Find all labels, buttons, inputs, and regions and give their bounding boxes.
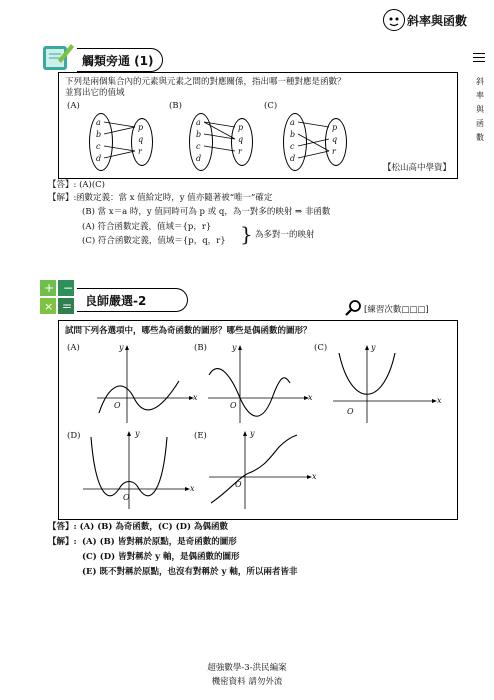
face-icon [384,10,404,30]
axis-label: c [196,142,201,151]
section1-solution-line-4: (C) 符合函數定義，值域＝{p，q，r} [82,236,226,246]
section1-question-box [58,72,458,179]
axis-label: x [312,472,317,481]
section1-question2: 並寫出它的值域 [65,88,125,98]
section1-source: 【松山高中學資】 [382,163,451,173]
axis-label: y [119,343,124,352]
axis-label: r [332,147,336,156]
brace: } [240,222,253,246]
section1-question: 下列是兩個集合內的元素與元素之間的對應關係，指出哪一種對應是函數？ [65,77,346,87]
axis-label: x [308,393,313,402]
option-a-label: (A) [67,101,80,111]
section1-title-tab [77,48,163,72]
brand-logo [383,9,405,31]
section1-solution-line-2: (B) 當 x＝a 時，y 值同時可為 p 或 q，為一對多的映射 ⇒ 非函數 [82,207,331,217]
section2-title: 良師嚴選-2 [85,293,147,308]
search-icon [345,300,361,320]
axis-label: O [347,407,354,416]
footer-line-1: 超強數學-3-洪民編案 [207,663,287,673]
section1-solution-label: 【解】: [48,193,77,203]
mapping-diagram-c [281,113,356,173]
notepad-icon [40,40,74,74]
graph-e-label: (E) [194,431,207,441]
axis-label: b [96,130,102,139]
graph-c-label: (C) [314,343,328,353]
mapping-diagram-a [87,113,162,173]
axis-label: p [238,123,244,132]
graph-d-label: (D) [67,431,81,441]
axis-label: p [138,123,144,132]
axis-label: y [232,343,237,352]
brace-note: 為多對一的映射 [255,230,315,240]
graph-e [209,429,319,511]
axis-label: y [250,429,255,438]
math-ops-icon [40,280,74,314]
menu-icon [473,53,485,62]
axis-label: c [96,142,101,151]
graph-b [204,343,314,425]
axis-label: r [138,147,142,156]
axis-label: q [238,135,244,144]
side-label: 斜 率 與 函 數 [476,77,484,142]
practice-count: [練習次數□□□] [364,305,429,315]
graph-a-label: (A) [67,343,80,353]
section1-solution-line-1: 函數定義：當 x 值給定時，y 值亦隨著被“唯一”確定 [76,193,273,203]
graph-b-label: (B) [194,343,207,353]
axis-label: y [371,343,376,352]
graph-d [79,429,199,511]
graph-a [89,343,199,425]
axis-label: x [193,393,198,402]
axis-label: d [196,154,202,163]
axis-label: x [437,396,442,405]
axis-label: p [332,123,338,132]
option-c-label: (C) [264,101,278,111]
axis-label: b [290,130,296,139]
axis-label: c [290,142,295,151]
svg-text:=: = [62,299,73,313]
axis-label: O [123,493,130,502]
axis-label: r [238,147,242,156]
svg-text:−: − [63,281,74,295]
section1-solution-line-3: (A) 符合函數定義，值域＝{p，r} [82,222,212,232]
brand-title: 斜率與函數 [407,14,468,28]
section2-question-box [58,320,458,520]
section2-solution-line-1: (A) (B) 皆對稱於原點，是奇函數的圖形 [82,537,237,547]
section2-question: 試問下列各選項中，哪些為奇函數的圖形？哪些是偶函數的圖形？ [65,326,312,336]
axis-label: O [235,480,242,489]
section2-title-tab [77,288,188,312]
axis-label: b [196,130,202,139]
footer-line-2: 機密資料 請勿外流 [211,677,283,687]
section2-solution-line-3: (E) 既不對稱於原點，也沒有對稱於 y 軸，所以兩者皆非 [82,567,298,577]
graph-c [329,343,444,425]
axis-label: a [196,118,201,127]
option-b-label: (B) [169,101,182,111]
axis-label: x [190,484,195,493]
section2-solution-label: 【解】: [48,537,77,547]
axis-label: O [114,401,121,410]
section1-answer: 【答】: (A)(C) [48,180,105,190]
axis-label: a [96,118,101,127]
axis-label: q [332,135,338,144]
axis-label: O [230,401,237,410]
axis-label: d [290,154,296,163]
svg-text:+: + [44,281,55,295]
axis-label: d [96,154,102,163]
svg-text:×: × [44,300,54,313]
section1-title: 觸類旁通 (1) [82,53,154,68]
section2-solution-line-2: (C) (D) 皆對稱於 y 軸，是偶函數的圖形 [82,552,240,562]
axis-label: y [135,429,140,438]
section2-answer: 【答】: (A) (B) 為奇函數，(C) (D) 為偶函數 [48,522,229,532]
axis-label: a [290,118,295,127]
axis-label: q [138,135,144,144]
mapping-diagram-b [187,113,262,173]
